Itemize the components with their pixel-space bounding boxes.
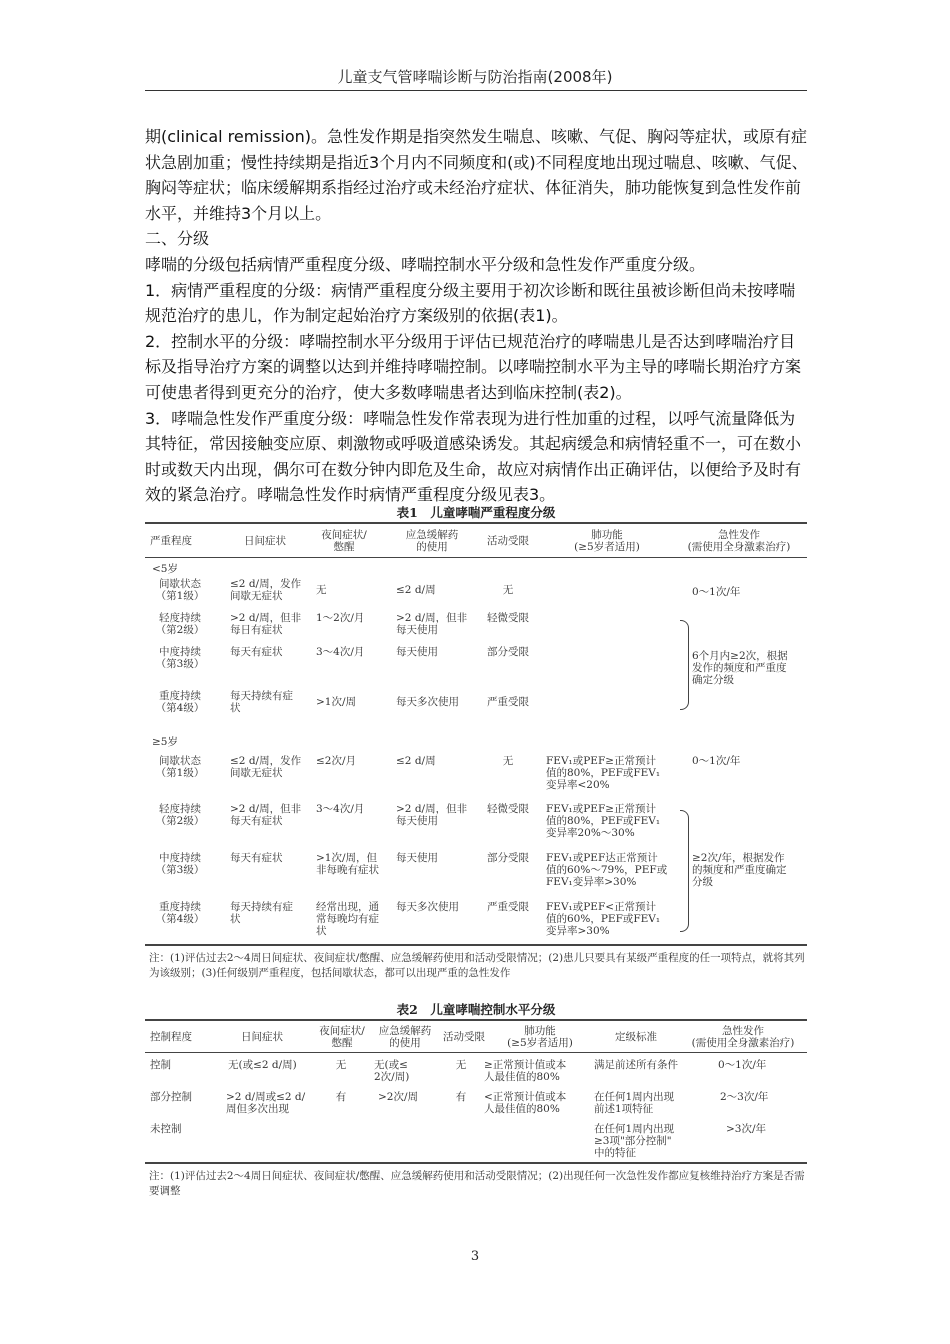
t1-cell: 重度持续 （第4级） xyxy=(155,690,205,714)
t1-cell: 轻度持续 （第2级） xyxy=(155,612,205,636)
t1-group-over5: ≥5岁 xyxy=(152,736,178,748)
t2-cell: 在任何1周内出现 ≥3项"部分控制" 中的特征 xyxy=(594,1123,675,1159)
t1-group-under5: <5岁 xyxy=(152,563,178,575)
t2-header: 活动受限 xyxy=(443,1031,485,1043)
table-1-note: 注：(1)评估过去2～4周日间症状、夜间症状/憋醒、应急缓解药使用和活动受限情况；(2)患儿只要具有某级严重程度的任一项特点，就将其列为该级别；(3)任何级别严重程度，包括间歇状态，都可以出现严重的急性发作 xyxy=(149,952,805,979)
t2-cell: 部分控制 xyxy=(150,1091,192,1103)
t2-header: 夜间症状/ 憋醒 xyxy=(319,1025,365,1049)
t1-cell: 无 xyxy=(502,755,514,767)
header-rule xyxy=(145,90,807,91)
t1-header: 应急缓解药 的使用 xyxy=(405,529,459,553)
t1-cell: 部分受限 xyxy=(487,646,529,658)
t2-cell: 无(或≤2 d/周) xyxy=(228,1059,297,1071)
paragraph: 3．哮喘急性发作严重度分级：哮喘急性发作常表现为进行性加重的过程，以呼气流量降低为其特征，常因接触变应原、刺激物或呼吸道感染诱发。其起病缓急和病情轻重不一，可在数小时或数天内出现，偶尔可在数分钟内即危及生命，故应对病情作出正确评估，以便给予及时有效的紧急治疗。哮喘急性发作时病情严重程度分级见表3。 xyxy=(145,408,802,505)
table-2-title: 表2 儿童哮喘控制水平分级 xyxy=(396,1002,556,1017)
t1-cell: 严重受限 xyxy=(487,901,529,913)
t1-cell: 每天有症状 xyxy=(230,852,283,864)
t1-cell: 经常出现，通 常每晚均有症 状 xyxy=(316,901,379,937)
paragraph: 1．病情严重程度的分级：病情严重程度分级主要用于初次诊断和既往虽被诊断但尚未按哮喘规范治疗的患儿，作为制定起始治疗方案级别的依据(表1)。 xyxy=(145,280,796,326)
t1-cell: ≤2 d/周 xyxy=(396,584,436,596)
t1-cell: 部分受限 xyxy=(487,852,529,864)
t1-exac-under5-level1: 0～1次/年 xyxy=(692,586,741,598)
t1-cell: 每天持续有症 状 xyxy=(230,690,293,714)
t1-header: 日间症状 xyxy=(244,535,286,547)
t2-cell: ≥正常预计值或本 人最佳值的80% xyxy=(484,1059,567,1083)
table-2-header-rule xyxy=(145,1052,807,1053)
table-2-note: 注：(1)评估过去2～4周日间症状、夜间症状/憋醒、应急缓解药使用和活动受限情况；(2)出现任何一次急性发作都应复核维持治疗方案是否需要调整 xyxy=(149,1170,805,1197)
t1-header: 活动受限 xyxy=(487,535,529,547)
table-1-bottom-rule xyxy=(145,944,807,946)
t1-cell: 每天使用 xyxy=(396,646,438,658)
t2-cell: 有 xyxy=(335,1091,347,1103)
t1-cell: FEV₁或PEF达正常预计 值的60%～79%，PEF或 FEV₁变异率>30% xyxy=(546,852,668,888)
t2-cell: 未控制 xyxy=(150,1123,182,1135)
t1-cell: >1次/周 xyxy=(316,696,357,708)
t1-header: 夜间症状/ 憋醒 xyxy=(321,529,367,553)
t1-cell: ≤2 d/周 xyxy=(396,755,436,767)
t1-cell: 1～2次/月 xyxy=(316,612,365,624)
t2-cell: >3次/年 xyxy=(726,1123,767,1135)
paragraph: 期(clinical remission)。急性发作期是指突然发生喘息、咳嗽、气促、胸闷等症状，或原有症状急剧加重；慢性持续期是指近3个月内不同频度和(或)不同程度地出现过喘息、咳嗽、气促、胸闷等症状；临床缓解期系指经过治疗或未经治疗症状、体征消失，肺功能恢复到急性发作前水平，并维持3个月以上。 xyxy=(145,127,808,223)
t2-header: 控制程度 xyxy=(150,1031,192,1043)
table-1-header-rule xyxy=(145,557,807,558)
t1-cell: 轻微受限 xyxy=(487,803,529,815)
t2-header: 日间症状 xyxy=(241,1031,283,1043)
t1-cell: 3～4次/月 xyxy=(316,646,365,658)
t1-exac-over5-rest: ≥2次/年，根据发作 的频度和严重度确定 分级 xyxy=(692,852,787,888)
t1-cell: FEV₁或PEF≥正常预计 值的80%，PEF或FEV₁ 变异率<20% xyxy=(546,755,661,791)
table-1-title: 表1 儿童哮喘严重程度分级 xyxy=(396,505,556,520)
t1-cell: FEV₁或PEF<正常预计 值的60%，PEF或FEV₁ 变异率>30% xyxy=(546,901,661,937)
t1-cell: 轻度持续 （第2级） xyxy=(155,803,205,827)
t1-cell: 轻微受限 xyxy=(487,612,529,624)
t1-cell: ≤2 d/周，发作 间歇无症状 xyxy=(230,755,302,779)
t1-cell: FEV₁或PEF≥正常预计 值的80%，PEF或FEV₁ 变异率20%～30% xyxy=(546,803,661,839)
paragraph: 2．控制水平的分级：哮喘控制水平分级用于评估已规范治疗的哮喘患儿是否达到哮喘治疗目标及指导治疗方案的调整以达到并维持哮喘控制。以哮喘控制水平为主导的哮喘长期治疗方案可使患者得到更充分的治疗，使大多数哮喘患者达到临床控制(表2)。 xyxy=(145,331,802,402)
t1-header: 肺功能 (≥5岁者适用) xyxy=(574,529,640,553)
t1-exac-over5-level1: 0～1次/年 xyxy=(692,755,741,767)
t2-cell: 无 xyxy=(335,1059,347,1071)
t1-cell: 中度持续 （第3级） xyxy=(155,646,205,670)
t1-cell: 间歇状态 （第1级） xyxy=(155,578,205,602)
t1-cell: >1次/周，但 非每晚有症状 xyxy=(316,852,379,876)
t2-cell: <正常预计值或本 人最佳值的80% xyxy=(484,1091,567,1115)
t2-header: 肺功能 (≥5岁者适用) xyxy=(507,1025,573,1049)
table-1-top-rule xyxy=(145,522,807,524)
running-header: 儿童支气管哮喘诊断与防治指南(2008年) xyxy=(337,68,613,86)
t2-cell: 2～3次/年 xyxy=(720,1091,769,1103)
t1-cell: 无 xyxy=(502,584,514,596)
t2-cell: 在任何1周内出现 前述1项特征 xyxy=(594,1091,675,1115)
t1-cell: 每天有症状 xyxy=(230,646,283,658)
t1-cell: ≤2 d/周，发作 间歇无症状 xyxy=(230,578,302,602)
t2-cell: 有 xyxy=(455,1091,467,1103)
t1-header: 急性发作 (需使用全身激素治疗) xyxy=(687,529,791,553)
t1-cell: 间歇状态 （第1级） xyxy=(155,755,205,779)
t2-cell: 控制 xyxy=(150,1059,171,1071)
table-2-bottom-rule xyxy=(145,1162,807,1164)
t2-cell: 0～1次/年 xyxy=(718,1059,767,1071)
t1-cell: >2 d/周，但非 每日有症状 xyxy=(230,612,302,636)
t1-cell: >2 d/周，但非 每天有症状 xyxy=(230,803,302,827)
table-2-top-rule xyxy=(145,1019,807,1021)
t2-cell: 满足前述所有条件 xyxy=(594,1059,678,1071)
t1-brace-over5 xyxy=(680,810,689,932)
t2-header: 定级标准 xyxy=(615,1031,657,1043)
t1-brace-under5 xyxy=(680,620,689,710)
t1-cell: >2 d/周，但非 每天使用 xyxy=(396,612,468,636)
t1-cell: 每天使用 xyxy=(396,852,438,864)
t1-cell: 中度持续 （第3级） xyxy=(155,852,205,876)
t2-cell: >2次/周 xyxy=(378,1091,419,1103)
page-number: 3 xyxy=(470,1249,480,1264)
t1-header: 严重程度 xyxy=(150,535,192,547)
body-text xyxy=(145,124,810,508)
t2-cell: 无(或≤ 2次/周) xyxy=(374,1059,410,1083)
section-heading: 二、分级 xyxy=(145,229,210,249)
t1-cell: 无 xyxy=(316,584,327,596)
t1-cell: 每天持续有症 状 xyxy=(230,901,293,925)
t2-header: 急性发作 (需使用全身激素治疗) xyxy=(691,1025,795,1049)
t1-cell: 每天多次使用 xyxy=(396,901,459,913)
t1-cell: 每天多次使用 xyxy=(396,696,459,708)
t1-cell: ≤2次/月 xyxy=(316,755,357,767)
t1-cell: 3～4次/月 xyxy=(316,803,365,815)
t2-cell: 无 xyxy=(455,1059,467,1071)
paragraph: 哮喘的分级包括病情严重程度分级、哮喘控制水平分级和急性发作严重度分级。 xyxy=(145,254,706,274)
t1-cell: 重度持续 （第4级） xyxy=(155,901,205,925)
t2-cell: >2 d/周或≤2 d/ 周但多次出现 xyxy=(226,1091,306,1115)
t2-header: 应急缓解药 的使用 xyxy=(378,1025,432,1049)
t1-cell: 严重受限 xyxy=(487,696,529,708)
t1-cell: >2 d/周，但非 每天使用 xyxy=(396,803,468,827)
t1-exac-under5-rest: 6个月内≥2次，根据 发作的频度和严重度 确定分级 xyxy=(692,650,788,686)
